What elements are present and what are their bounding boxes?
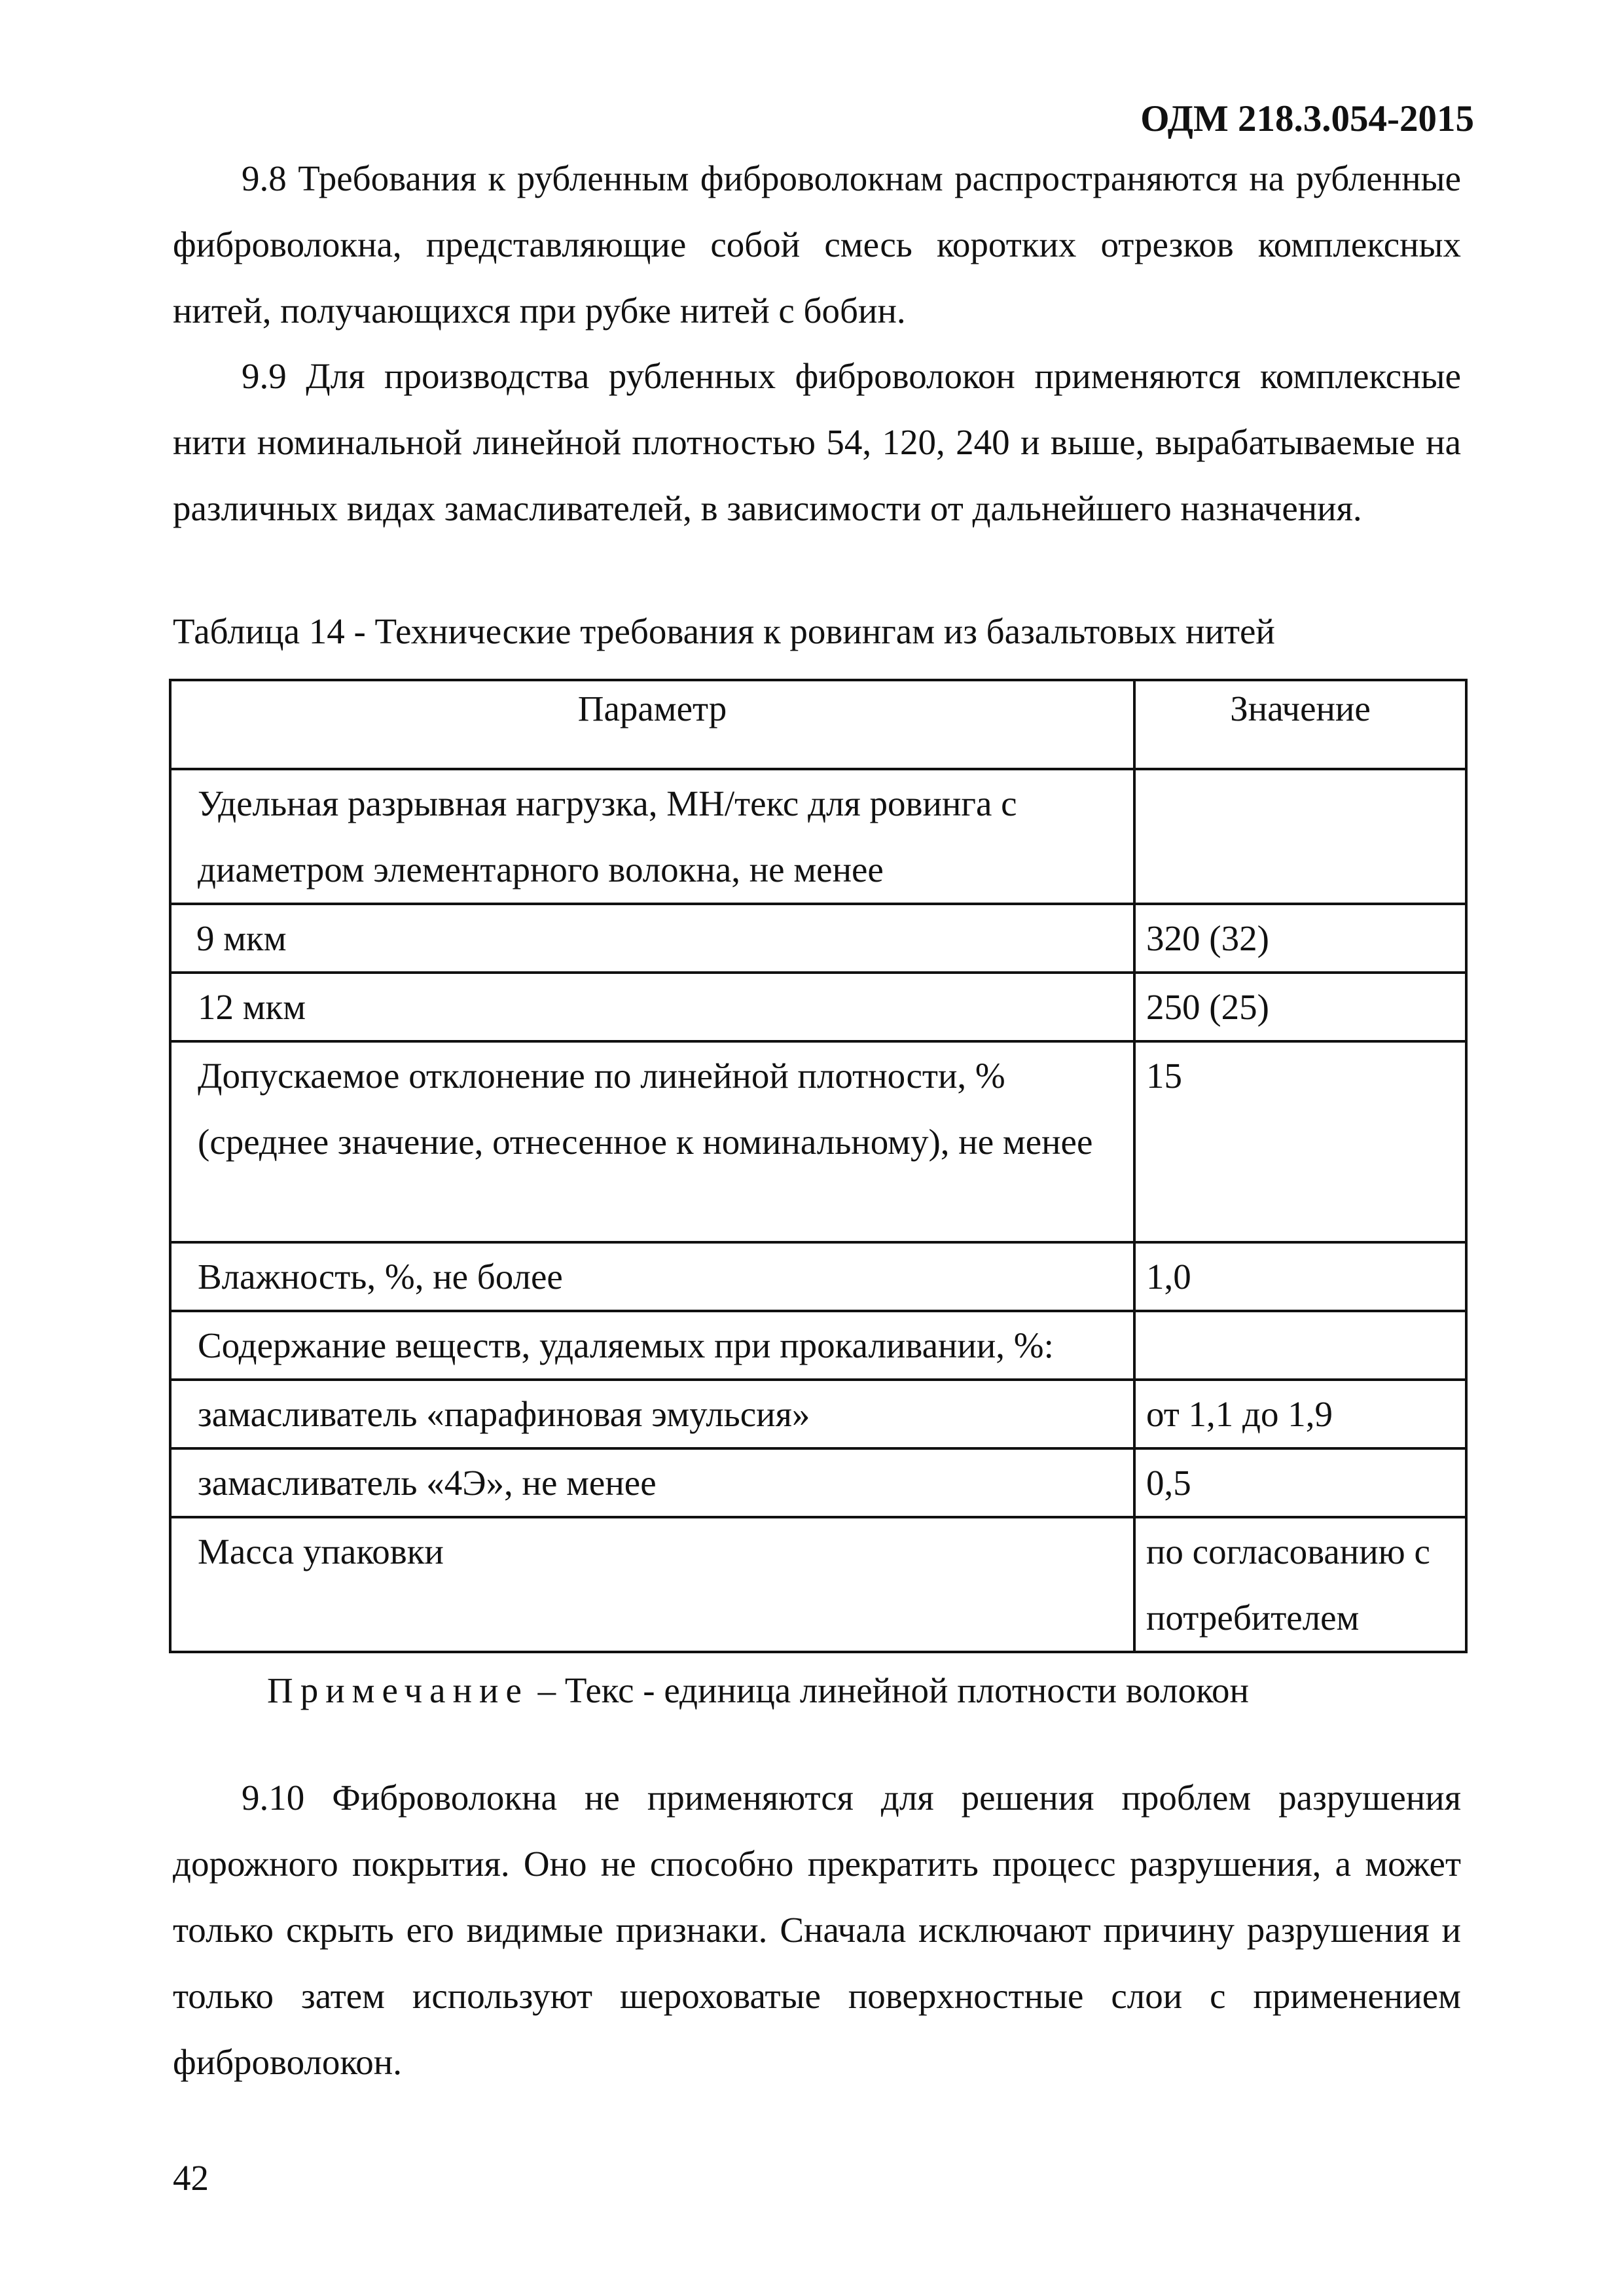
value-cell: по согласованию с потребителем	[1134, 1517, 1466, 1652]
paragraph-9-8: 9.8 Требования к рубленным фиброволокнам распространяются на рубленные фиброволокна, представляющие собой смесь коротких отрезков комплексных нитей, получающихся при рубке нитей с бобин.	[173, 158, 1461, 331]
parameter-cell: 12 мкм	[170, 973, 1134, 1041]
parameter-cell: Содержание веществ, удаляемых при прокаливании, %:	[170, 1311, 1134, 1380]
parameter-cell: замасливатель «4Э», не менее	[170, 1448, 1134, 1517]
paragraph-9-9: 9.9 Для производства рубленных фиброволокон применяются комплексные нити номинальной линейной плотностью 54, 120, 240 и выше, вырабатываемые на различных видах замасливателей, в зависимости от дальнейшего назначения.	[173, 356, 1461, 528]
table-row	[170, 1517, 1466, 1652]
value-cell: 0,5	[1134, 1448, 1466, 1517]
table-row	[170, 1242, 1466, 1311]
paragraph-9-10: 9.10 Фиброволокна не применяются для решения проблем разрушения дорожного покрытия. Оно не способно прекратить процесс разрушения, а может только скрыть его видимые признаки. Сначала исключают причину разрушения и только затем используют шероховатые поверхностные слои с применением фиброволокон.	[173, 1778, 1461, 2082]
parameter-cell: 9 мкм	[170, 904, 1134, 973]
note-label: Примечание	[267, 1670, 529, 1710]
table-row	[170, 1041, 1466, 1242]
parameter-cell: Масса упаковки	[170, 1517, 1134, 1652]
parameter-cell: Удельная разрывная нагрузка, МН/текс для ровинга с диаметром элементарного волокна, не менее	[170, 769, 1134, 904]
page-number: 42	[173, 2158, 209, 2198]
note-text: – Текс - единица линейной плотности волокон	[528, 1670, 1249, 1710]
column-header-value: Значение	[1134, 680, 1466, 769]
table-header-row	[170, 680, 1466, 769]
table-row	[170, 973, 1466, 1041]
parameter-cell: замасливатель «парафиновая эмульсия»	[170, 1380, 1134, 1448]
document-code: ОДМ 218.3.054-2015	[1140, 98, 1474, 139]
column-header-parameter: Параметр	[170, 680, 1134, 769]
parameter-cell: Влажность, %, не более	[170, 1242, 1134, 1311]
parameter-cell: Допускаемое отклонение по линейной плотности, % (среднее значение, отнесенное к номинальному), не менее	[170, 1041, 1134, 1242]
table-note	[267, 1664, 1249, 1717]
value-cell: 1,0	[1134, 1242, 1466, 1311]
requirements-table	[169, 679, 1468, 1653]
value-cell: 320 (32)	[1134, 904, 1466, 973]
table-row	[170, 1448, 1466, 1517]
value-cell: 15	[1134, 1041, 1466, 1242]
value-cell	[1134, 769, 1466, 904]
table-row	[170, 769, 1466, 904]
table-row	[170, 1311, 1466, 1380]
value-cell: от 1,1 до 1,9	[1134, 1380, 1466, 1448]
table-row	[170, 904, 1466, 973]
value-cell: 250 (25)	[1134, 973, 1466, 1041]
table-caption: Таблица 14 - Технические требования к ровингам из базальтовых нитей	[173, 611, 1275, 651]
value-cell	[1134, 1311, 1466, 1380]
table-row	[170, 1380, 1466, 1448]
